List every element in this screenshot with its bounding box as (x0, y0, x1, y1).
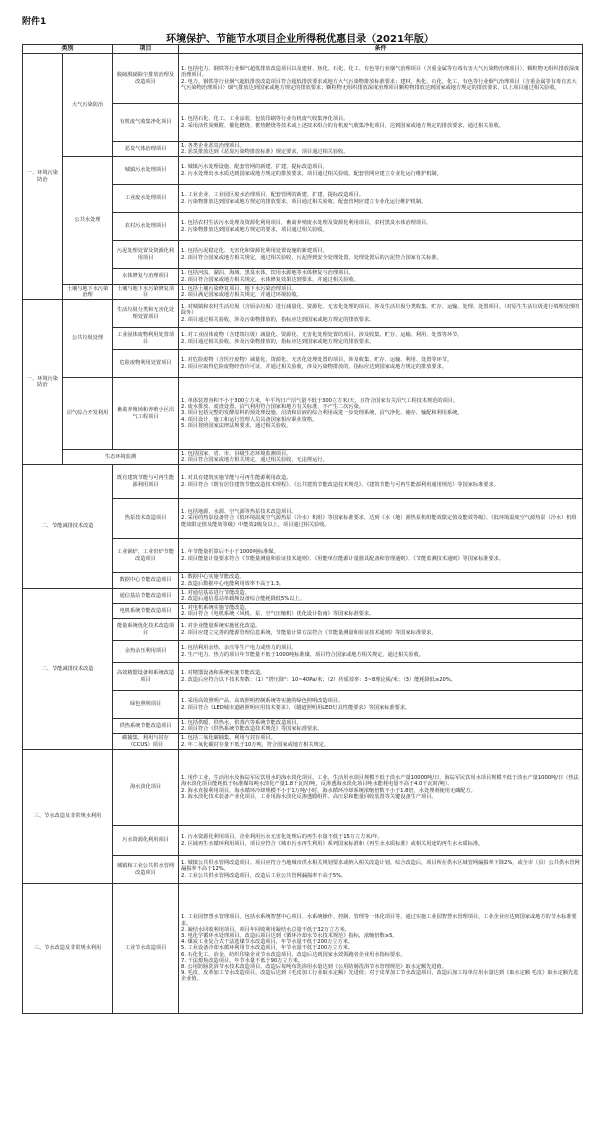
condition-cell: 1. 包括国家、省、市、县级生态环境监测项目。 2. 项目符合国家或地方相关规定，通过相关验收，无违规运行。 (179, 450, 583, 465)
project-cell: 供热系统节能改造项目 (113, 719, 179, 734)
project-cell: 污泥处理处置及资源化利用项目 (113, 241, 179, 269)
category-cell: 三、节水改造及非常规水利用 (23, 884, 113, 1014)
project-cell: 脱硫脱硝除尘排放治理及改造项目 (113, 54, 179, 104)
condition-cell: 1. 对危险废物（含医疗废物）减量化、资源化、无害化处理处置的项目，涉及收集、贮存、运输、利用、处置等环节。 2. 项目应取得危险废物经营许可证，并通过相关验收，涉及污染物排放的，指标应达到国家或地方规定的排放要求。 (179, 350, 583, 378)
table-header-row (23, 45, 583, 54)
project-cell: 碳捕集、利用与封存（CCUS）项目 (113, 734, 179, 750)
table-row (23, 300, 583, 328)
project-cell: 绿色照明项目 (113, 691, 179, 719)
project-cell: 土壤与地下水污染修复项目 (113, 285, 179, 300)
condition-cell: 1. 对工业固体废物（含建筑垃圾）减量化、资源化、无害化处理处置的项目，涉及收集、贮存、运输、利用、处置等环节。 2. 项目通过相关验收，涉及污染物排放的，指标应达到国家或地方规定的排放要求。 (179, 328, 583, 350)
project-cell: 工业锅炉、工业窑炉节能改造项目 (113, 539, 179, 573)
condition-cell: 1. 污水资源化利用项目，企业利用污水无害化处理后的再生水量不低于15万立方米/年。 2. 区域再生水循环利用项目，项目应符合《城市污水再生利用》系列国家标准和《再生水水质标准》或相关用途的再生水水质标准。 (179, 826, 583, 856)
table-row (23, 589, 583, 604)
category-cell: 一、环境污染防治 (23, 300, 63, 465)
project-cell: 余热余压利用项目 (113, 641, 179, 663)
project-cell: 能量系统优化技术改造项目 (113, 619, 179, 641)
condition-cell: 1. 包括利用余热、余压等生产电力或热力的项目。 2. 生产电力、热力的项目年节能量不低于1000吨标准煤，项目符合国家或地方相关规定，通过相关验收。 (179, 641, 583, 663)
project-cell: 农村污水处理项目 (113, 213, 179, 241)
condition-cell: 1. 数据中心实施节能改造。 2. 改造后数据中心电能利用效率不高于1.3。 (179, 573, 583, 589)
header-project: 项目 (113, 45, 179, 54)
table-row (23, 285, 583, 300)
table-row (23, 884, 583, 1014)
header-condition: 条件 (179, 45, 583, 54)
document-title: 环境保护、节能节水项目企业所得税优惠目录（2021年版） (166, 34, 434, 45)
subcategory-cell: 公共水处理 (63, 157, 113, 285)
project-cell: 高效精馏设备和系统改造项目 (113, 663, 179, 691)
category-cell: 三、节水改造及非常规水利用 (23, 750, 113, 884)
category-cell: 一、环境污染防治 (23, 54, 63, 300)
project-cell: 生活垃圾分类和无害化处理处置项目 (113, 300, 179, 328)
project-cell: 工业废水处理项目 (113, 185, 179, 213)
condition-cell: 1. 对具有建筑实施节能与可再生能源利用改造。 2. 项目符合《既有居住建筑节能改造技术规程》、《公共建筑节能改造技术规范》、《建筑节能与可再生能源利用通用规范》等国家标准要求。 (179, 465, 583, 499)
condition-cell: 1. 年节能量折算后不小于1000吨标准煤。 2. 项目能量计量要求符合《节能量测量和验证技术通则》、《用能单位能源计量器具配备和管理通则》、《节能监测技术通则》等国家标准要求。 (179, 539, 583, 573)
project-cell: 恶臭气体治理项目 (113, 142, 179, 157)
header-category: 类别 (23, 45, 113, 54)
condition-cell: 1. 采用高效照明产品、高效照明控制系统等实施的绿色照明改造项目。 2. 项目符合《LED城市道路照明应用技术要求》、《隧道照明用LED灯具性能要求》等国家标准要求。 (179, 691, 583, 719)
condition-cell: 1. 用作工业、生活用水及海岛军民饮用水的海水淡化项目。工业、生活用水项目规模不低于淡水产量10000吨/日，海岛军民饮用水项目规模不低于淡水产量1000吨/日（热法海水淡化项目能耗低于标准煤每吨水淡化产量1.8千瓦时/吨，反渗透海水淡化项目吨水能耗电量不高于4.0千瓦时/吨）。 2. 海水直接利用项目。海水循环冷却规模不小于1万吨/小时，海水循环冷却系统浓缩倍数不小于1.8倍，水处理剂使用无磷配方。 3. 海水淡化技术装备产业化项目，工业用海水淡化反渗透膜组件、高压泵和能量回收装置等关键设备生产项目。 (179, 750, 583, 826)
subcategory-cell: 土壤与地下水污染治理 (63, 285, 113, 300)
category-cell: 二、节能减排技术改造 (23, 589, 113, 750)
subcategory-cell: 沼气综合开发利用 (63, 378, 113, 450)
catalog-table (22, 44, 583, 1014)
annex-label: 附件1 (22, 17, 47, 27)
project-cell: 危险废物利用处置项目 (113, 350, 179, 378)
project-cell: 数据中心节能改造项目 (113, 573, 179, 589)
project-cell: 污水资源化利用项目 (113, 826, 179, 856)
condition-cell: 1. 包括供暖、供热水、供蒸汽等系统节能改造项目。 2. 项目符合《供热系统节能改造技术规范》等国家标准要求。 (179, 719, 583, 734)
condition-cell: 1. 包括土壤污染修复项目、地下水污染治理项目。 2. 项目满足国家或地方相关规定，并通过环境验收。 (179, 285, 583, 300)
table-row (23, 54, 583, 104)
project-cell: 海水淡化项目 (113, 750, 179, 826)
project-cell: 既有建筑节能与可再生能源利用项目 (113, 465, 179, 499)
table-row (23, 465, 583, 499)
condition-cell: 1. 包括地源、水源、空气源等热泵技术改造项目。 2. 采用的热泵设备符合《低环境温度空气源热泵（冷水）机组》等国家标准要求，达到《水（地）源热泵机组能效限定值及能效等级》、《低环境温度空气源热泵（冷水）机组能效限定值及能效等级》中能效2级及以上，项目通过相关验收。 (179, 499, 583, 539)
condition-cell: 1. 工业企业、工业园区废水治理项目、配套管网的新建、扩建、提标改造项目。 2. 污染物排放达到国家或地方规定的排放要求，项目通过相关验收。配套管网应建立专业化运行维护机制。 (179, 185, 583, 213)
project-cell: 水体修复与治理项目 (113, 269, 179, 285)
condition-cell: 1. 对通信基站进行节能改造。 2. 改造后通信基站单载频设备综合能耗降低5%以上。 (179, 589, 583, 604)
project-cell: 热泵技术改造项目 (113, 499, 179, 539)
project-cell: 工业节水改造项目 (113, 884, 179, 1014)
category-cell: 二、节能减排技术改造 (23, 465, 113, 589)
project-cell: 有机废气收集净化项目 (113, 104, 179, 142)
project-cell: 城镇污水处理项目 (113, 157, 179, 185)
subcategory-cell: 生态环境监测 (63, 450, 179, 465)
table-row (23, 450, 583, 465)
condition-cell: 1. 对企业能量系统实施优化改造。 2. 项目应建立完善的能源管理信息系统，节能量计算方法符合《节能量测量和验证技术通则》等国家标准要求。 (179, 619, 583, 641)
condition-cell: 1. 包括二氧化碳捕集、利用与封存项目。 2. 年二氧化碳封存量不低于10万吨，符合国家或地方相关规定。 (179, 734, 583, 750)
condition-cell: 1. 包括污泥稳定化、无害化和资源化利用处置设施的新建项目。 2. 项目符合国家或地方相关规定，通过相关验收，污泥得到安全处理处置，处理处置后的污泥符合国家有关标准。 (179, 241, 583, 269)
condition-cell: 1. 城镇公共供水管网改造项目。项目应符合当地城市供水相关规划要求或纳入相关改造计划。综合改造后，项目所在供水区域管网漏损率下降2%，或全市（县）公共供水管网漏损率不高于12%。 2. 工业公共供水管网改造项目，改造后工业公共管网漏损率不高于5%。 (179, 856, 583, 884)
table-row (23, 378, 583, 450)
condition-cell: 1. 对电机系统实施节能改造。 2. 项目符合《电机系统（风机、泵、空气压缩机）优化设计指南》等国家标准要求。 (179, 604, 583, 619)
condition-cell: 1. 包括河流、湖泊、海域、黑臭水体、饮用水源地等水体修复与治理项目。 2. 项目符合国家或地方相关规定，水体修复效果达到要求，并通过相关验收。 (179, 269, 583, 285)
condition-cell: 1. 包括石化、化工、工业涂装、包装印刷等行业有机废气收集净化项目。 2. 采用活性炭吸附、催化燃烧、蓄热燃烧等技术或上述技术组合的有机废气收集净化项目，达到国家或地方规定的排放要求，通过相关验收。 (179, 104, 583, 142)
project-cell: 电机系统节能改造项目 (113, 604, 179, 619)
project-cell: 城镇和工业公共供水管网改造项目 (113, 856, 179, 884)
condition-cell: 1. 工业园智慧水管理项目。包括水系统智慧中心项目、水系统操作、控制、管理等一体化项目等，通过实施工业园智慧水管理项目，工业企业应达到国家或地方的节水标准要求。 2. 凝结水回收利用项目。项目年回收利用凝结水总量不低于32万立方米。 3. 电化学循环水处理项目。改造后项目达到《循环冷却水节水技术规范》指标，浓缩倍数≥5。 4. 煤炭工业复合式干法选煤节水改造项目，年节水量不低于200万立方米。 5. 工业设备冷却水循环利用节水改造项目，年节水量不低于200万立方米。 6. 石化化工、冶金、纺织印染企业节水改造项目。改造后达到国家水效领跑者企业用水指标要求。 7. 干法熄焦改造项目。年节水量不低于90万立方米。 8. 公用防肠洗浴节水技术改造项目。改造后每吨布洗浴用水量达到《公用防肠洗浴节水管理规范》取水定额先进值。 9. 毛皮、皮革加工节水改造项目。改造后达到《毛皮加工行业取水定额》先进值；对于皮革加工节水改造项目，改造后加工每单位用水量达到《取水定额 毛皮》取水定额先进企业值。 (179, 884, 583, 1014)
table-row (23, 750, 583, 826)
subcategory-cell: 公共垃圾处理 (63, 300, 113, 378)
condition-cell: 1. 单体装置容积不小于300立方米，年平均日产沼气量不低于300立方米/天，且符合国家有关沼气工程技术规范的项目。 2. 废水排放、废渣处置、沼气利用符合国家和地方有关标准，不产生二次污染。 3. 项目包括完整的发酵原料的预处理设施、沼渣和沼液的综合利用或进一步处理系统，沼气净化、储存、输配和利用系统。 4. 项目设计、施工和运行管理人员具备国家相应职业资格。 5. 项目按照国家法律法规要求，通过相关验收。 (179, 378, 583, 450)
condition-cell: 1. 各类企业恶臭治理项目。 2. 恶臭排放达到《恶臭污染物排放标准》规定要求，项目通过相关验收。 (179, 142, 583, 157)
condition-cell: 1. 对精馏设备和系统实施节能改造。 2. 改造后应符合以下技术参数：（1）"塔压降"：10~40Pa/米；（2）传质效率：3~8理论板/米；（3）能耗降低≥20%。 (179, 663, 583, 691)
condition-cell: 1. 城镇污水处理设施、配套管网的新建、扩建、提标改造项目。 2. 污水处理出水水质达到国家或地方规定的排放要求，项目通过相关验收。配套管网应建立专业化运行维护机制。 (179, 157, 583, 185)
condition-cell: 1. 包括农村生活污水处理及资源化利用项目，畜禽养殖废水处理及资源化利用项目，农村黑臭水体治理项目。 2. 污染物排放达到国家或地方规定的要求，项目通过相关验收。 (179, 213, 583, 241)
project-cell: 工业固体废物利用处置项目 (113, 328, 179, 350)
project-cell: 通信基站节能改造项目 (113, 589, 179, 604)
subcategory-cell: 大气污染防治 (63, 54, 113, 157)
project-cell: 畜禽养殖场和养殖小区沼气工程项目 (113, 378, 179, 450)
condition-cell: 1. 对城镇和农村生活垃圾（含厨余垃圾）进行减量化、资源化、无害化处理的项目，涉及生活垃圾分类收集、贮存、运输、处理、处置项目。（对原生生活垃圾进行填埋处理的除外） 2. 项目通过相关验收，涉及污染物排放的，指标应达到国家或地方规定的排放要求。 (179, 300, 583, 328)
table-row (23, 157, 583, 185)
condition-cell: 1. 包括电力、钢铁等行业烟气超低排放改造项目以及建材、焦化、石化、化工、有色等行业烟气治理项目（含重金属等有毒有害大气污染物治理项目），颗粒物无组织排放深度治理项目。 2. 电力、钢铁等行业烟气超低排放改造项目符合超低排放要求或地方大气污染物排放标准要求；建材、焦化、石化、化工、有色等行业烟气治理项目（含重金属等有毒有害大气污染物治理项目）烟气排放达到国家或地方规定的排放要求；颗粒物无组织排放深度治理项目颗粒物排放达到国家或地方规定的排放要求，以上项目通过相关验收。 (179, 54, 583, 104)
